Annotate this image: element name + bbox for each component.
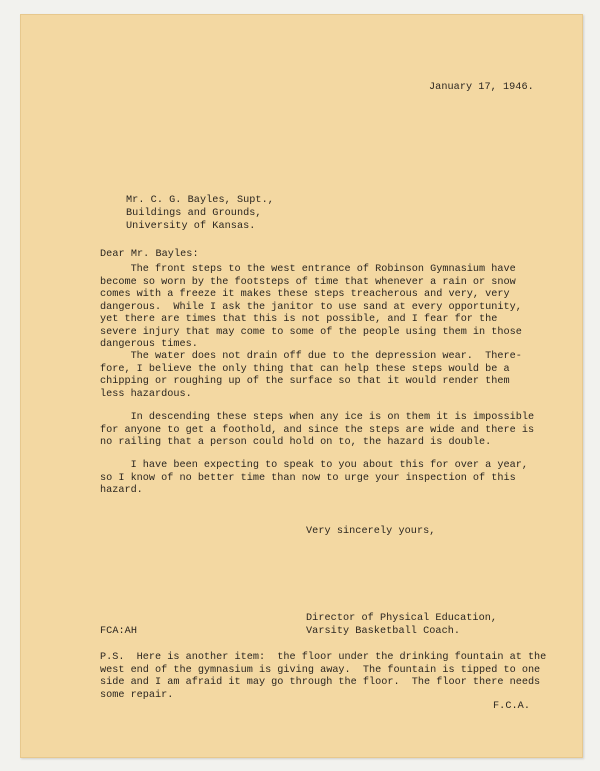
paragraph-line: yet there are times that this is not possible, and I fear for the: [100, 314, 498, 325]
postscript-line: some repair.: [100, 689, 174, 701]
paragraph-line: no railing that a person could hold on to, the hazard is double.: [100, 437, 492, 448]
postscript-line: west end of the gymnasium is giving away. The fountain is tipped to one: [100, 664, 541, 676]
reference-initials: FCA:AH: [100, 626, 137, 637]
letter-page: [20, 14, 583, 758]
paragraph-line: so I know of no better time than now to urge your inspection of this: [100, 472, 516, 484]
body-paragraph-3: [100, 412, 534, 450]
paragraph-line: for anyone to get a foothold, and since the steps are wide and there is: [100, 424, 535, 436]
address-line-3: University of Kansas.: [126, 221, 256, 232]
salutation: Dear Mr. Bayles:: [100, 249, 199, 260]
closing: Very sincerely yours,: [306, 526, 436, 537]
paragraph-line: In descending these steps when any ice is on them it is impossible: [100, 412, 535, 423]
paragraph-line: The water does not drain off due to the depression wear. There-: [100, 351, 522, 362]
paragraph-line: chipping or roughing up of the surface so that it would render them: [100, 376, 510, 387]
postscript-initials: F.C.A.: [493, 701, 530, 712]
body-paragraph-1: [100, 264, 522, 352]
paragraph-line: fore, I believe the only thing that can help these steps would be a: [100, 363, 510, 375]
paragraph-line: comes with a freeze it makes these steps treacherous and very, very: [100, 289, 510, 300]
address-line-2: Buildings and Grounds,: [126, 208, 262, 219]
paragraph-line: become so worn by the footsteps of time that whenever a rain or snow: [100, 276, 516, 288]
paragraph-line: less hazardous.: [100, 388, 192, 400]
postscript-line: side and I am afraid it may go through the floor. The floor there needs: [100, 677, 541, 688]
letter-date: January 17, 1946.: [429, 82, 534, 93]
paragraph-line: The front steps to the west entrance of Robinson Gymnasium have: [100, 264, 516, 275]
paragraph-line: severe injury that may come to some of the people using them in those: [100, 326, 522, 338]
address-line-1: Mr. C. G. Bayles, Supt.,: [126, 195, 274, 206]
paragraph-line: dangerous. While I ask the janitor to use sand at every opportunity,: [100, 301, 522, 313]
signature-title-line-1: Director of Physical Education,: [306, 613, 498, 624]
paragraph-line: dangerous times.: [100, 339, 198, 350]
body-paragraph-4: [100, 460, 528, 498]
paragraph-line: I have been expecting to speak to you about this for over a year,: [100, 460, 528, 471]
postscript-line: P.S. Here is another item: the floor under the drinking fountain at the: [100, 652, 547, 663]
signature-title-line-2: Varsity Basketball Coach.: [306, 626, 461, 637]
postscript: [100, 652, 546, 702]
paragraph-line: hazard.: [100, 485, 143, 496]
body-paragraph-2: [100, 351, 522, 401]
